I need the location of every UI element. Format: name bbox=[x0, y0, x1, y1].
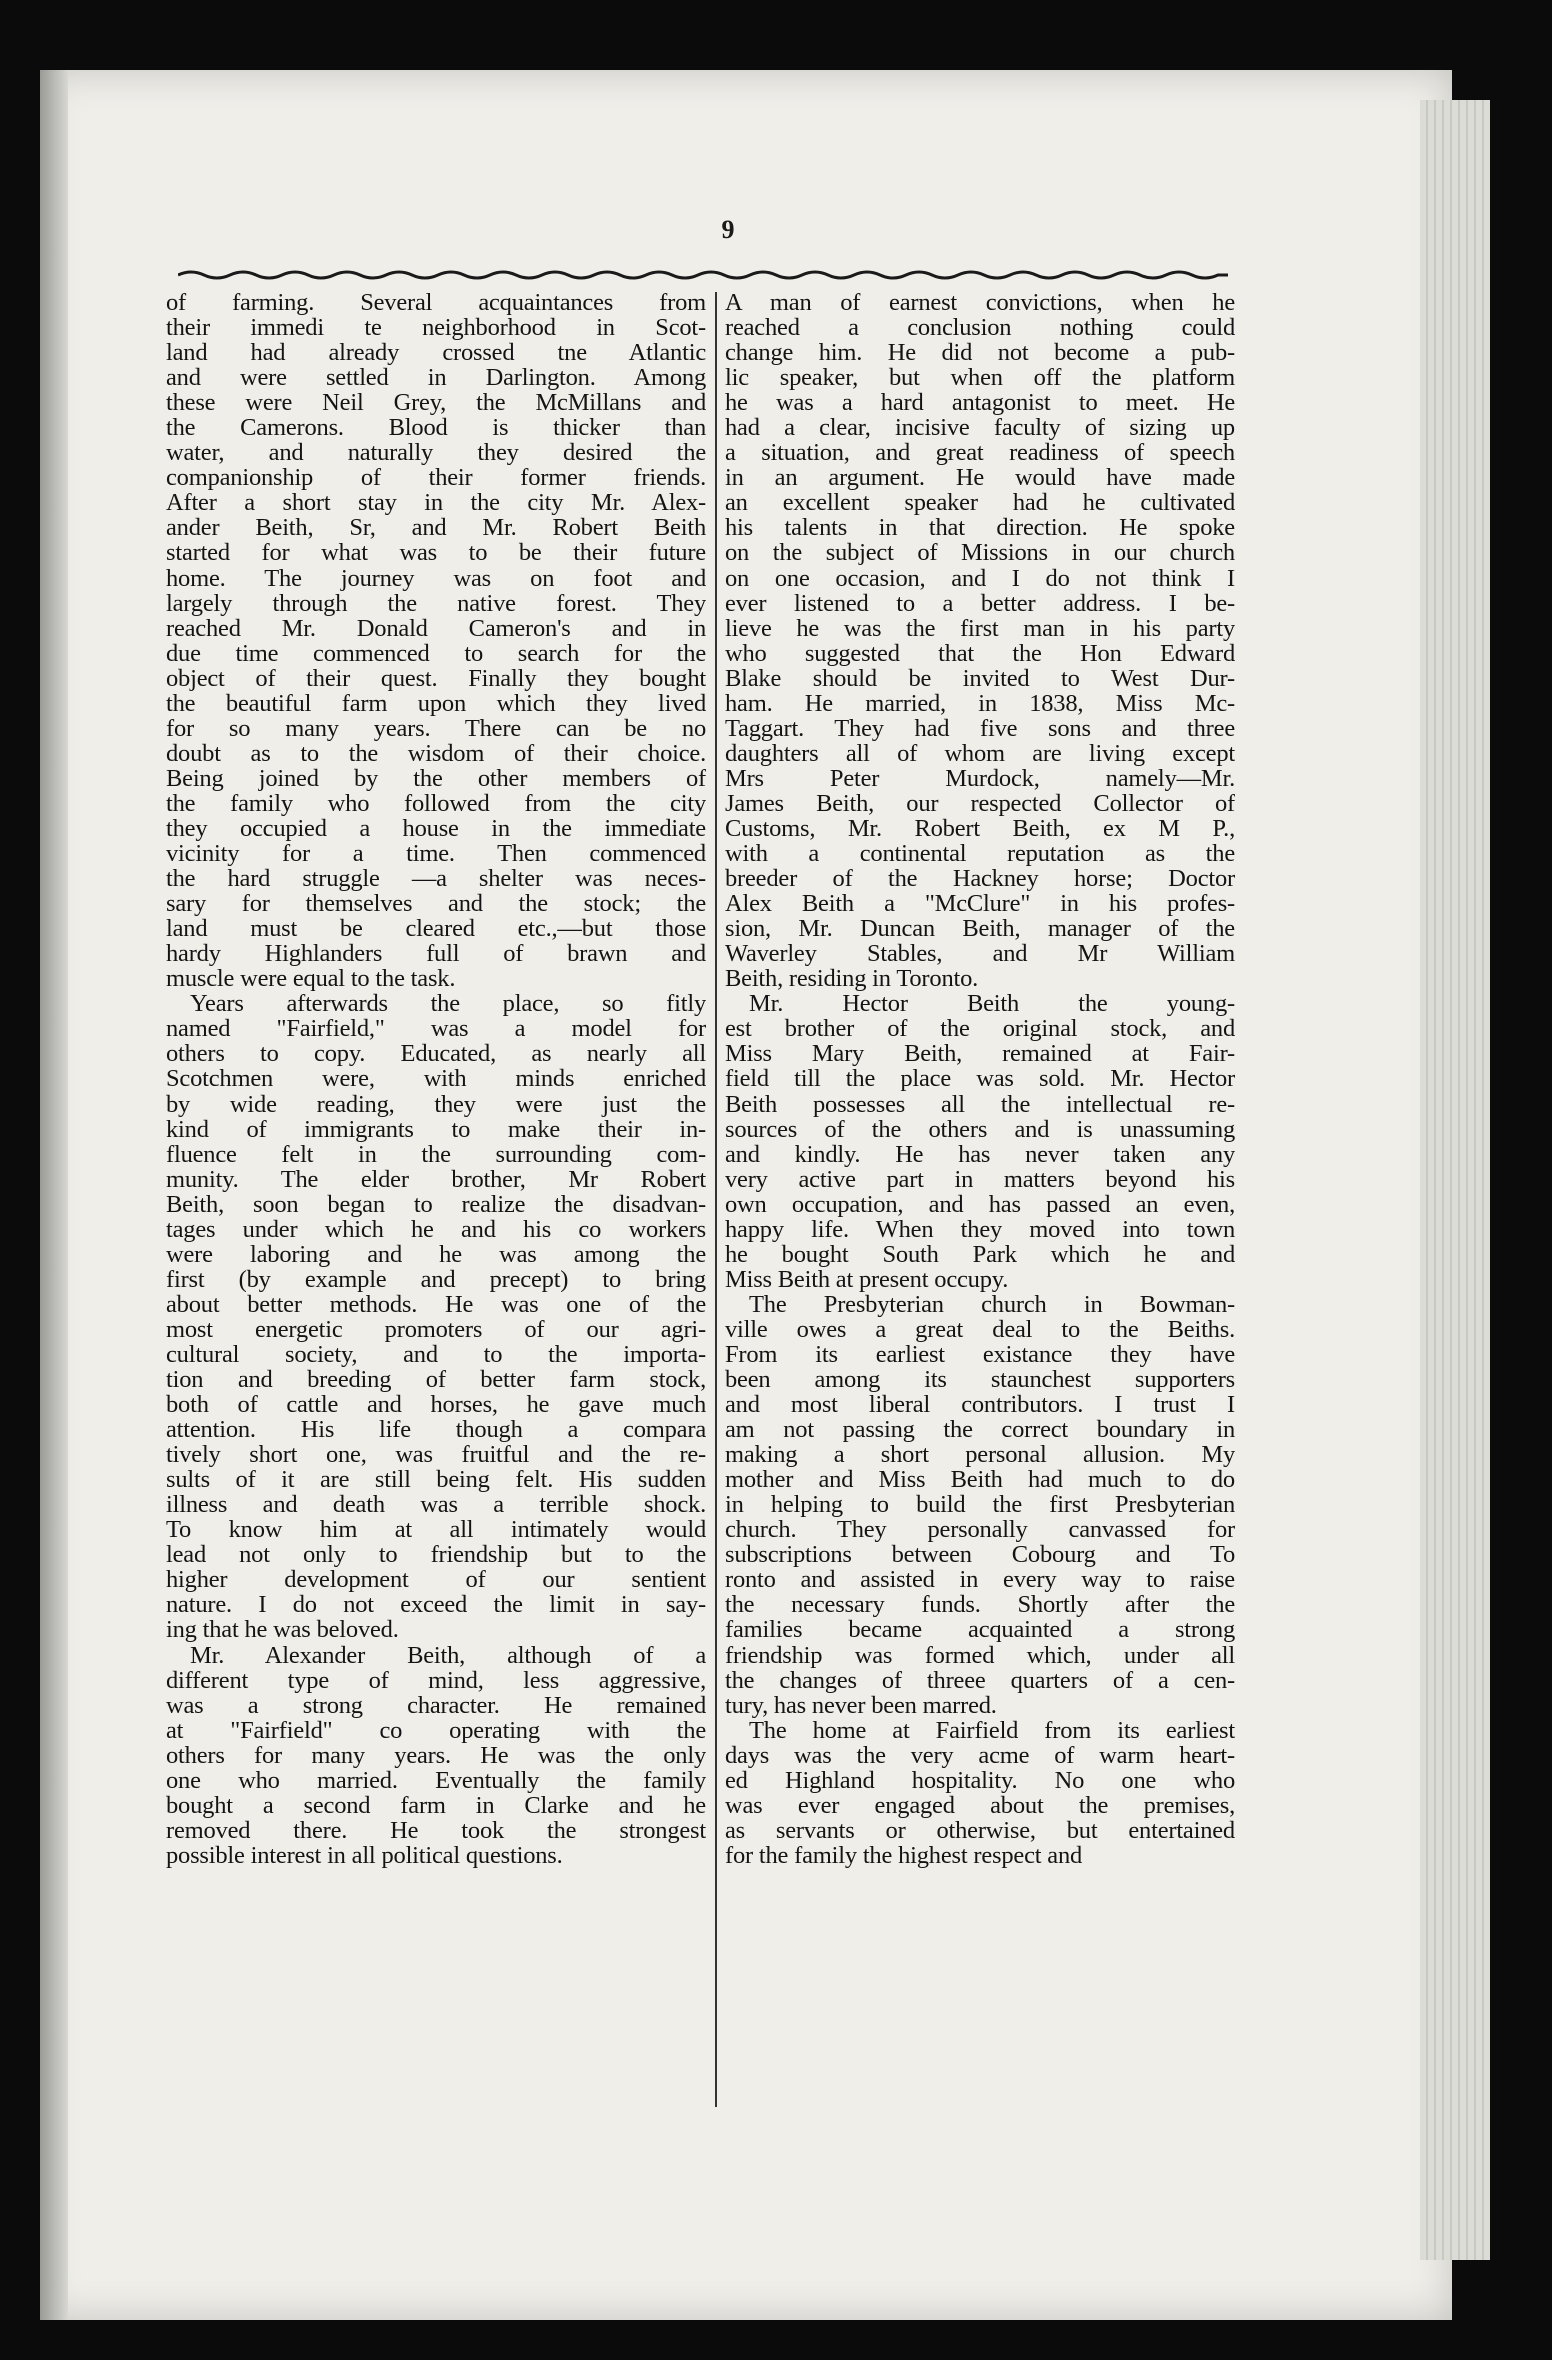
text-line: The home at Fairfield from its earliest bbox=[749, 1717, 1235, 1743]
text-line: Alex Beith a "McClure" in his profes- bbox=[725, 891, 1235, 917]
text-line: different type of mind, less aggressive, bbox=[166, 1667, 706, 1693]
text-line: Taggart. They had five sons and three bbox=[725, 715, 1235, 741]
text-line: the beautiful farm upon which they lived bbox=[166, 690, 706, 716]
text-line: had a clear, incisive faculty of sizing up bbox=[725, 415, 1235, 441]
text-line: very active part in matters beyond his bbox=[725, 1166, 1235, 1192]
text-line: friendship was formed which, under all bbox=[725, 1642, 1235, 1668]
text-line: companionship of their former friends. bbox=[166, 465, 706, 491]
text-line: Waverley Stables, and Mr William bbox=[725, 941, 1235, 967]
text-line: muscle were equal to the task. bbox=[166, 966, 456, 992]
text-line: sources of the others and is unassuming bbox=[725, 1116, 1235, 1142]
left-text-column bbox=[166, 290, 706, 1868]
text-line: tury, has never been marred. bbox=[725, 1692, 997, 1718]
text-line: his talents in that direction. He spoke bbox=[725, 515, 1235, 541]
text-line: in helping to build the first Presbyterian bbox=[725, 1492, 1235, 1518]
text-line: the changes of threee quarters of a cen- bbox=[725, 1667, 1235, 1693]
text-line: tages under which he and his co workers bbox=[166, 1216, 706, 1242]
text-line: they occupied a house in the immediate bbox=[166, 815, 706, 842]
text-line: most energetic promoters of our agri- bbox=[166, 1316, 706, 1342]
text-line: sion, Mr. Duncan Beith, manager of the bbox=[725, 916, 1235, 942]
text-line: nature. I do not exceed the limit in say- bbox=[166, 1592, 706, 1618]
text-line: on one occasion, and I do not think I bbox=[725, 565, 1235, 591]
text-line: a situation, and great readiness of speech bbox=[725, 440, 1235, 466]
text-line: tively short one, was fruitful and the re- bbox=[166, 1442, 706, 1468]
text-line: at "Fairfield" co operating with the bbox=[166, 1717, 706, 1743]
text-line: on the subject of Missions in our church bbox=[725, 540, 1235, 566]
text-line: as servants or otherwise, but entertained bbox=[725, 1817, 1235, 1843]
text-line: of farming. Several acquaintances from bbox=[166, 290, 706, 316]
text-line: mother and Miss Beith had much to do bbox=[725, 1467, 1235, 1493]
text-line: Beith possesses all the intellectual re- bbox=[725, 1091, 1235, 1117]
text-line: by wide reading, they were just the bbox=[166, 1091, 706, 1117]
text-line: and most liberal contributors. I trust I bbox=[725, 1392, 1235, 1418]
text-line: illness and death was a terrible shock. bbox=[166, 1492, 706, 1518]
text-line: Beith, soon began to realize the disadvan- bbox=[166, 1191, 706, 1217]
text-line: Mr. Hector Beith the young- bbox=[749, 991, 1235, 1017]
text-line: these were Neil Grey, the McMillans and bbox=[166, 390, 706, 416]
text-line: am not passing the correct boundary in bbox=[725, 1417, 1235, 1443]
text-line: land must be cleared etc.,—but those bbox=[166, 916, 706, 942]
text-line: reached a conclusion nothing could bbox=[725, 315, 1235, 341]
text-line: object of their quest. Finally they bought bbox=[166, 665, 706, 691]
text-line: reached Mr. Donald Cameron's and in bbox=[166, 615, 706, 641]
text-line: due time commenced to search for the bbox=[166, 640, 706, 666]
text-line: was ever engaged about the premises, bbox=[725, 1792, 1235, 1818]
text-line: After a short stay in the city Mr. Alex- bbox=[166, 490, 706, 516]
text-line: bought a second farm in Clarke and he bbox=[166, 1792, 706, 1818]
text-line: their immedi te neighborhood in Scot- bbox=[166, 315, 706, 341]
text-line: one who married. Eventually the family bbox=[166, 1767, 706, 1793]
text-line: breeder of the Hackney horse; Doctor bbox=[725, 866, 1235, 892]
text-line: and kindly. He has never taken any bbox=[725, 1141, 1235, 1167]
text-line: ing that he was beloved. bbox=[166, 1617, 399, 1643]
page-stack-edge bbox=[1420, 100, 1490, 2260]
column-divider bbox=[715, 292, 717, 2107]
header-wavy-rule bbox=[178, 268, 1228, 282]
text-line: happy life. When they moved into town bbox=[725, 1216, 1235, 1242]
text-line: removed there. He took the strongest bbox=[166, 1817, 706, 1843]
text-line: and were settled in Darlington. Among bbox=[166, 365, 706, 391]
text-line: doubt as to the wisdom of their choice. bbox=[166, 740, 706, 766]
text-line: From its earliest existance they have bbox=[725, 1341, 1235, 1368]
text-line: Miss Beith at present occupy. bbox=[725, 1266, 1009, 1292]
text-line: largely through the native forest. They bbox=[166, 590, 706, 616]
text-line: ed Highland hospitality. No one who bbox=[725, 1767, 1235, 1793]
text-line: est brother of the original stock, and bbox=[725, 1016, 1235, 1042]
text-line: sary for themselves and the stock; the bbox=[166, 891, 706, 917]
text-line: Customs, Mr. Robert Beith, ex M P., bbox=[725, 815, 1235, 842]
text-line: were laboring and he was among the bbox=[166, 1241, 706, 1267]
text-line: daughters all of whom are living except bbox=[725, 740, 1235, 766]
text-line: field till the place was sold. Mr. Hector bbox=[725, 1066, 1235, 1092]
text-line: Miss Mary Beith, remained at Fair- bbox=[725, 1041, 1235, 1067]
text-line: higher development of our sentient bbox=[166, 1567, 706, 1593]
text-line: own occupation, and has passed an even, bbox=[725, 1191, 1235, 1217]
text-line: munity. The elder brother, Mr Robert bbox=[166, 1166, 706, 1192]
text-line: ville owes a great deal to the Beiths. bbox=[725, 1316, 1235, 1342]
text-line: Blake should be invited to West Dur- bbox=[725, 665, 1235, 691]
text-line: Mrs Peter Murdock, namely—Mr. bbox=[725, 765, 1235, 791]
text-line: others for many years. He was the only bbox=[166, 1742, 706, 1768]
text-line: others to copy. Educated, as nearly all bbox=[166, 1041, 706, 1067]
text-line: named "Fairfield," was a model for bbox=[166, 1016, 706, 1042]
text-line: he was a hard antagonist to meet. He bbox=[725, 390, 1235, 416]
text-line: ander Beith, Sr, and Mr. Robert Beith bbox=[166, 515, 706, 541]
text-line: James Beith, our respected Collector of bbox=[725, 790, 1235, 816]
text-line: kind of immigrants to make their in- bbox=[166, 1116, 706, 1142]
text-line: who suggested that the Hon Edward bbox=[725, 640, 1235, 666]
text-line: subscriptions between Cobourg and To bbox=[725, 1542, 1235, 1568]
text-line: ronto and assisted in every way to raise bbox=[725, 1567, 1235, 1593]
text-line: with a continental reputation as the bbox=[725, 841, 1235, 867]
text-line: A man of earnest convictions, when he bbox=[725, 290, 1235, 316]
text-line: families became acquainted a strong bbox=[725, 1617, 1235, 1643]
text-line: water, and naturally they desired the bbox=[166, 440, 706, 466]
text-line: vicinity for a time. Then commenced bbox=[166, 841, 706, 867]
text-line: change him. He did not become a pub- bbox=[725, 340, 1235, 366]
text-line: days was the very acme of warm heart- bbox=[725, 1742, 1235, 1768]
text-line: church. They personally canvassed for bbox=[725, 1517, 1235, 1543]
text-line: making a short personal allusion. My bbox=[725, 1442, 1235, 1468]
text-line: land had already crossed tne Atlantic bbox=[166, 340, 706, 366]
page-binding-edge bbox=[40, 70, 68, 2320]
text-line: about better methods. He was one of the bbox=[166, 1291, 706, 1317]
text-line: Mr. Alexander Beith, although of a bbox=[190, 1642, 706, 1668]
text-line: lic speaker, but when off the platform bbox=[725, 365, 1235, 391]
text-line: the family who followed from the city bbox=[166, 790, 706, 816]
text-line: he bought South Park which he and bbox=[725, 1241, 1235, 1267]
text-line: sults of it are still being felt. His sudden bbox=[166, 1467, 706, 1493]
text-line: an excellent speaker had he cultivated bbox=[725, 490, 1235, 516]
text-line: Being joined by the other members of bbox=[166, 765, 706, 791]
text-line: To know him at all intimately would bbox=[166, 1517, 706, 1543]
text-line: started for what was to be their future bbox=[166, 540, 706, 566]
text-line: The Presbyterian church in Bowman- bbox=[749, 1291, 1235, 1317]
text-line: ever listened to a better address. I be- bbox=[725, 590, 1235, 616]
text-line: possible interest in all political questions. bbox=[166, 1842, 563, 1868]
text-line: in an argument. He would have made bbox=[725, 465, 1235, 491]
text-line: for the family the highest respect and bbox=[725, 1842, 1083, 1868]
right-text-column bbox=[725, 290, 1235, 1868]
text-line: lieve he was the first man in his party bbox=[725, 615, 1235, 641]
text-line: cultural society, and to the importa- bbox=[166, 1341, 706, 1368]
text-line: attention. His life though a compara bbox=[166, 1417, 706, 1443]
text-line: Beith, residing in Toronto. bbox=[725, 966, 979, 992]
text-line: Scotchmen were, with minds enriched bbox=[166, 1066, 706, 1092]
text-line: both of cattle and horses, he gave much bbox=[166, 1392, 706, 1418]
page-number: 9 bbox=[721, 215, 735, 244]
text-line: been among its staunchest supporters bbox=[725, 1367, 1235, 1393]
text-line: the hard struggle —a shelter was neces- bbox=[166, 866, 706, 892]
text-line: the necessary funds. Shortly after the bbox=[725, 1592, 1235, 1618]
text-line: fluence felt in the surrounding com- bbox=[166, 1141, 706, 1167]
text-line: for so many years. There can be no bbox=[166, 715, 706, 741]
text-line: the Camerons. Blood is thicker than bbox=[166, 415, 706, 441]
text-line: was a strong character. He remained bbox=[166, 1692, 706, 1718]
text-line: tion and breeding of better farm stock, bbox=[166, 1367, 706, 1393]
text-line: hardy Highlanders full of brawn and bbox=[166, 941, 706, 967]
text-line: lead not only to friendship but to the bbox=[166, 1542, 706, 1568]
text-line: Years afterwards the place, so fitly bbox=[190, 991, 706, 1017]
text-line: home. The journey was on foot and bbox=[166, 565, 706, 591]
text-line: ham. He married, in 1838, Miss Mc- bbox=[725, 690, 1235, 716]
text-line: first (by example and precept) to bring bbox=[166, 1266, 706, 1292]
